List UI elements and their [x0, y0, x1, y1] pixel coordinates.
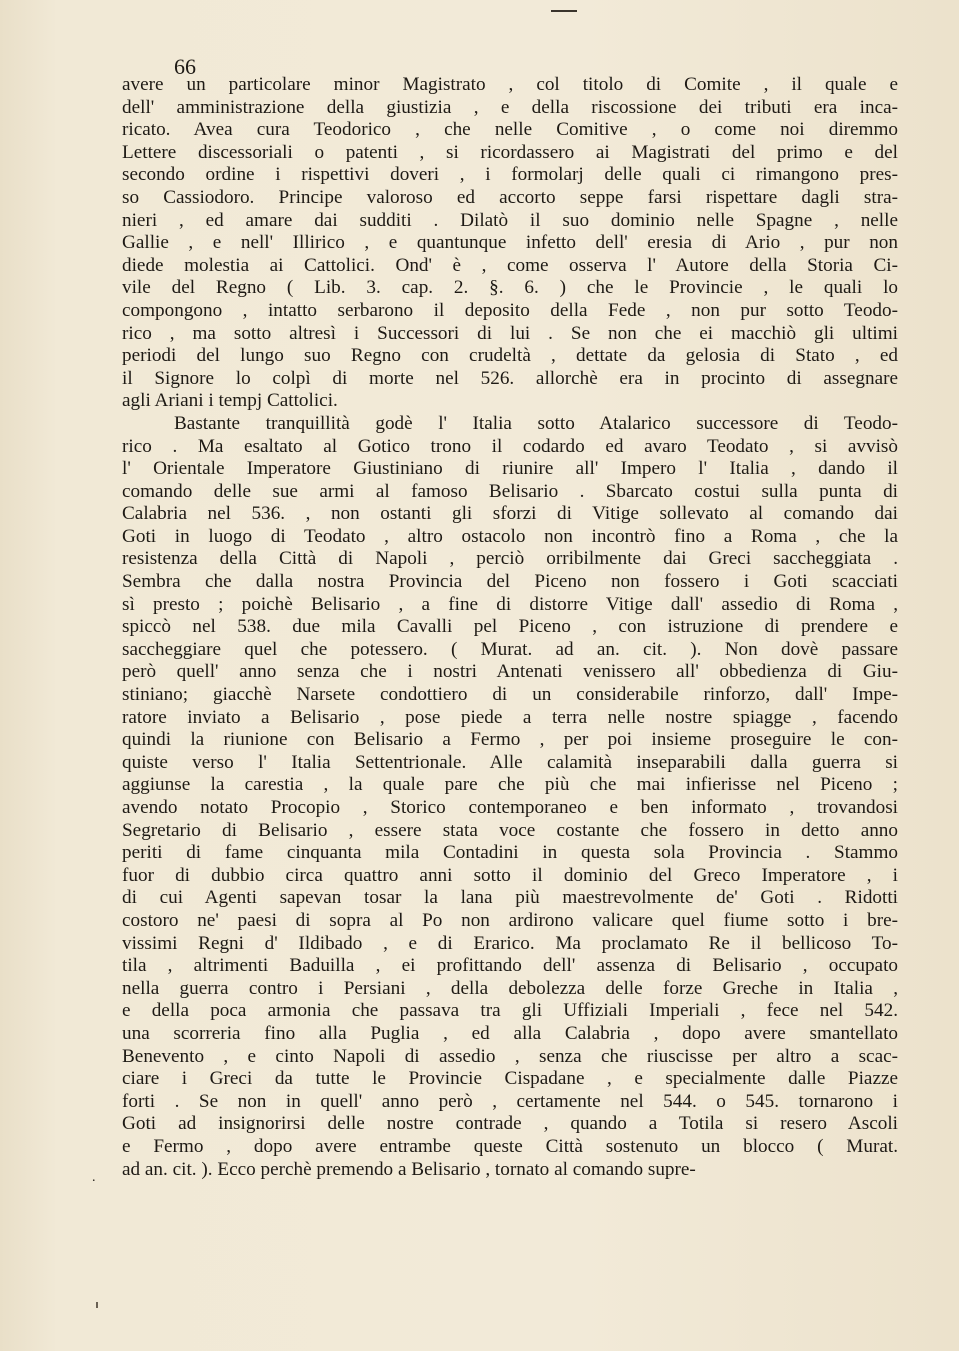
- text-line: l' Orientale Imperatore Giustiniano di riunire all' Impero l' Italia , dando il: [122, 458, 898, 480]
- text-line: spiccò nel 538. due mila Cavalli pel Piceno , con istruzione di prendere e: [122, 616, 898, 638]
- text-line: ad an. cit. ). Ecco perchè premendo a Belisario , tornato al comando supre-: [122, 1158, 696, 1180]
- text-line: Sembra che dalla nostra Provincia del Piceno non fossero i Goti scacciati: [122, 571, 898, 593]
- text-line: so Cassiodoro. Principe valoroso ed accorto seppe farsi rispettare dagli stra-: [122, 186, 898, 208]
- text-line: sì presto ; poichè Belisario , a fine di distorre Vitige dall' assedio di Roma ,: [122, 593, 898, 615]
- text-line: saccheggiare quel che potessero. ( Murat. ad an. cit. ). Non dovè passare: [122, 638, 898, 660]
- text-line: aggiunse la carestia , la quale pare che più che mai infierisse nel Piceno ;: [122, 774, 898, 796]
- page-number: 66: [174, 54, 196, 79]
- text-line: nella guerra contro i Persiani , della debolezza delle forze Greche in Italia ,: [122, 977, 898, 999]
- text-line: fuor di dubbio circa quattro anni sotto il dominio del Greco Imperatore , i: [122, 864, 898, 886]
- text-line: agli Ariani i tempj Cattolici.: [122, 390, 338, 412]
- margin-mark: .: [92, 1170, 96, 1185]
- top-rule-mark: [551, 10, 577, 12]
- text-line: diede molestia ai Cattolici. Ond' è , come osserva l' Autore della Storia Ci-: [122, 254, 898, 276]
- text-line: Goti in luogo di Teodato , altro ostacolo non incontrò fino a Roma , che la: [122, 525, 898, 547]
- text-line: compongono , intatto serbarono il deposito della Fede , non pur sotto Teodo-: [122, 299, 898, 321]
- text-line: Gallie , e nell' Illirico , e quantunque infetto dell' eresia di Ario , pur non: [122, 232, 898, 254]
- text-line: costoro ne' paesi di sopra al Po non ardirono valicare quel fiume sotto i bre-: [122, 909, 898, 931]
- body-text: [122, 74, 898, 1181]
- text-line: avere un particolare minor Magistrato , col titolo di Comite , il quale e: [122, 74, 898, 95]
- text-line: avendo notato Procopio , Storico contemporaneo e ben informato , trovandosi: [122, 797, 898, 818]
- text-line: rico . Ma esaltato al Gotico trono il codardo ed avaro Teodato , si avvisò: [122, 435, 898, 457]
- text-line: dell' amministrazione della giustizia , e della riscossione dei tributi era inca-: [122, 96, 898, 118]
- text-line: Benevento , e cinto Napoli di assedio , senza che riuscisse per altro a scac-: [122, 1045, 898, 1067]
- text-line: di cui Agenti sapevan tosar la lana più maestrevolmente de' Goti . Ridotti: [122, 887, 898, 909]
- text-line: Goti ad insignorirsi delle nostre contrade , quando a Totila si resero Ascoli: [122, 1113, 898, 1135]
- text-line: vile del Regno ( Lib. 3. cap. 2. §. 6. ) che le Provincie , le quali lo: [122, 277, 898, 299]
- text-line: comando delle sue armi al famoso Belisario . Sbarcato costui sulla punta di: [122, 480, 898, 502]
- text-line: quiste verso l' Italia Settentrionale. Alle calamità inseparabili dalla guerra si: [122, 751, 898, 773]
- text-line: e Fermo , dopo avere entrambe queste Città sostenuto un blocco ( Murat.: [122, 1135, 898, 1157]
- text-line: Segretario di Belisario , essere stata voce costante che fossero in detto anno: [122, 819, 898, 841]
- text-line: ciare i Greci da tutte le Provincie Cispadane , e specialmente dalle Piazze: [122, 1068, 898, 1090]
- text-line: ricato. Avea cura Teodorico , che nelle Comitive , o come noi diremmo: [122, 119, 898, 141]
- text-line: e della poca armonia che passava tra gli Uffiziali Imperiali , fece nel 542.: [122, 1000, 898, 1022]
- text-line: periti di fame cinquanta mila Contadini in questa sola Provincia . Stammo: [122, 842, 898, 864]
- text-line: forti . Se non in quell' anno però , certamente nel 544. o 545. tornarono i: [122, 1090, 898, 1112]
- text-line: stiniano; giacchè Narsete condottiero di un considerabile rinforzo, dall' Impe-: [122, 684, 898, 706]
- text-line: però quell' anno senza che i nostri Antenati venissero all' obbedienza di Giu-: [122, 661, 898, 683]
- text-line: vissimi Regni d' Ildibado , e di Erarico. Ma proclamato Re il bellicoso To-: [122, 932, 898, 954]
- text-line: secondo ordine i rispettivi doveri , i formolarj delle quali ci rimangono pres-: [122, 164, 898, 186]
- text-line: tila , altrimenti Baduilla , ei profittando dell' assenza di Belisario , occupato: [122, 955, 898, 977]
- text-line: il Signore lo colpì di morte nel 526. allorchè era in procinto di assegnare: [122, 367, 898, 389]
- text-line: quindi la riunione con Belisario a Fermo , per poi insieme proseguire le con-: [122, 729, 898, 751]
- text-line: resistenza della Città di Napoli , perciò orribilmente dai Greci saccheggiata .: [122, 548, 898, 570]
- text-line: Bastante tranquillità godè l' Italia sotto Atalarico successore di Teodo-: [174, 412, 898, 434]
- paper-speck: [96, 1302, 98, 1308]
- text-line: Lettere discessoriali o patenti , si ricordassero ai Magistrati del primo e del: [122, 141, 898, 163]
- text-line: Calabria nel 536. , non ostanti gli sforzi di Vitige sollevato al comando dai: [122, 503, 898, 525]
- text-line: una scorreria fino alla Puglia , ed alla Calabria , dopo avere smantellato: [122, 1022, 898, 1044]
- text-line: rico , ma sotto altresì i Successori di lui . Se non che ei macchiò gli ultimi: [122, 322, 898, 344]
- text-line: periodi del lungo suo Regno con crudeltà , dettate da gelosia di Stato , ed: [122, 345, 898, 367]
- text-line: ratore inviato a Belisario , pose piede a terra nelle nostre spiagge , facendo: [122, 706, 898, 728]
- text-line: nieri , ed amare dai sudditi . Dilatò il suo dominio nelle Spagne , nelle: [122, 209, 898, 231]
